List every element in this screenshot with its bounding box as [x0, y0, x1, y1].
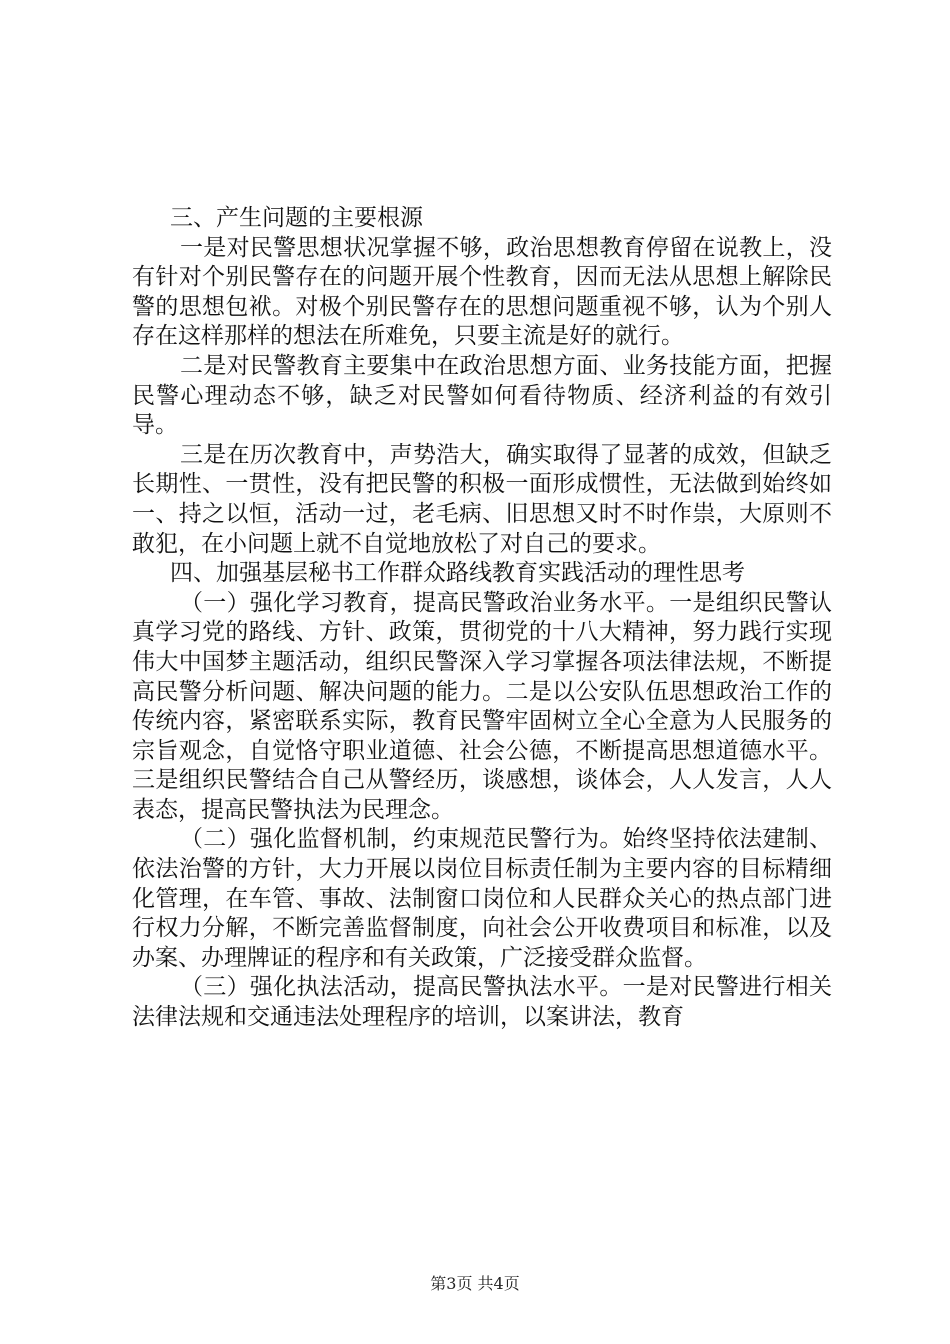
section-heading-3: 三、产生问题的主要根源: [170, 205, 423, 231]
document-body: [132, 204, 832, 1033]
paragraph-4: （一）强化学习教育，提高民警政治业务水平。一是组织民警认真学习党的路线、方针、政策，贯彻党的十八大精神，努力践行实现伟大中国梦主题活动，组织民警深入学习掌握各项法律法规，不断提高民警分析问题、解决问题的能力。二是以公安队伍思想政治工作的传统内容，紧密联系实际，教育民警牢固树立全心全意为人民服务的宗旨观念，自觉恪守职业道德、社会公德，不断提高思想道德水平。三是组织民警结合自己从警经历，谈感想，谈体会，人人发言，人人表态，提高民警执法为民理念。: [132, 589, 832, 823]
paragraph-6: （三）强化执法活动，提高民警执法水平。一是对民警进行相关法律法规和交通违法处理程序的培训，以案讲法，教育: [132, 974, 832, 1031]
page-footer: 第3页 共4页: [430, 1274, 520, 1293]
paragraph-1: 一是对民警思想状况掌握不够，政治思想教育停留在说教上，没有针对个别民警存在的问题开展个性教育，因而无法从思想上解除民警的思想包袱。对极个别民警存在的思想问题重视不够，认为个别人存在这样那样的想法在所难免，只要主流是好的就行。: [132, 234, 832, 350]
paragraph-2: 二是对民警教育主要集中在政治思想方面、业务技能方面，把握民警心理动态不够，缺乏对民警如何看待物质、经济利益的有效引导。: [132, 352, 832, 439]
section-heading-4: 四、加强基层秘书工作群众路线教育实践活动的理性思考: [170, 560, 745, 587]
paragraph-5: （二）强化监督机制，约束规范民警行为。始终坚持依法建制、依法治警的方针，大力开展以岗位目标责任制为主要内容的目标精细化管理，在车管、事故、法制窗口岗位和人民群众关心的热点部门进行权力分解，不断完善监督制度，向社会公开收费项目和标准，以及办案、办理牌证的程序和有关政策，广泛接受群众监督。: [132, 826, 832, 971]
paragraph-3: 三是在历次教育中，声势浩大，确实取得了显著的成效，但缺乏长期性、一贯性，没有把民警的积极一面形成惯性，无法做到始终如一、持之以恒，活动一过，老毛病、旧思想又时不时作祟，大原则不敢犯，在小问题上就不自觉地放松了对自己的要求。: [132, 441, 832, 557]
